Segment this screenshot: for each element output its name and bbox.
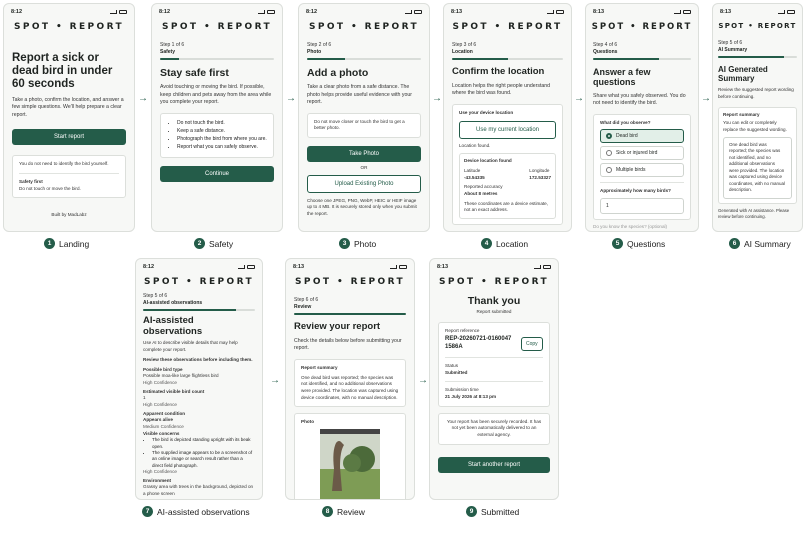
- caption: [322, 506, 365, 517]
- signal-icon: [390, 265, 397, 269]
- confidence-badge: High Confidence: [143, 402, 177, 408]
- caption-label: Questions: [627, 238, 666, 249]
- page-title: Thank you: [467, 295, 521, 307]
- progress-bar: [452, 58, 563, 60]
- step-number: 6: [729, 238, 740, 249]
- signal-icon: [405, 10, 412, 14]
- status-time: 8:12: [11, 9, 23, 15]
- step-name: Photo: [307, 49, 322, 55]
- obs-value: Possible moa-like large flightless bird: [143, 373, 219, 379]
- progress-bar: [593, 58, 691, 60]
- question-observe: What did you observe?: [600, 119, 651, 125]
- screen-submitted: [429, 258, 559, 500]
- caption-label: AI Summary: [744, 238, 791, 249]
- safety-list-card: [160, 113, 274, 158]
- obs-title: Estimated visible bird count: [143, 388, 205, 394]
- caption: [339, 238, 376, 249]
- battery-icon: [683, 10, 691, 14]
- app-logo: SPOT • REPORT: [438, 277, 550, 287]
- option-multiple-birds[interactable]: [600, 163, 684, 177]
- continue-button[interactable]: Continue: [160, 166, 274, 182]
- status-time: 8:13: [593, 9, 605, 15]
- list-item: • The supplied image appears to be a screenshot of an online image or search result rather than a direct field photograph.: [152, 450, 255, 469]
- signal-icon: [547, 10, 554, 14]
- screen-photo: [298, 3, 430, 232]
- copy-button[interactable]: Copy: [521, 337, 543, 351]
- step-counter: Step 1 of 6: [160, 42, 185, 48]
- page-title: Answer a few questions: [593, 67, 651, 88]
- intro-text: Review the suggested report wording before continuing.: [718, 87, 794, 100]
- status-time: 8:12: [306, 9, 318, 15]
- status-label: Status: [445, 362, 459, 368]
- take-photo-button[interactable]: Take Photo: [307, 146, 421, 162]
- status-time: 8:13: [451, 9, 463, 15]
- signal-icon: [238, 265, 245, 269]
- caption-label: Location: [496, 238, 529, 249]
- progress-bar: [294, 313, 406, 315]
- radio-icon: [606, 150, 612, 156]
- accuracy-value: About 8 metres: [464, 190, 498, 196]
- radio-icon: [606, 167, 612, 173]
- receipt-card: [438, 322, 550, 407]
- bird-count-input[interactable]: 1: [600, 198, 684, 214]
- status-value: Submitted: [445, 369, 468, 375]
- option-label: Sick or injured bird: [616, 150, 658, 157]
- step-number: 4: [481, 238, 492, 249]
- screen-questions: [585, 3, 699, 232]
- list-item: • The bird is depicted standing upright with its beak open.: [152, 437, 255, 450]
- caption: [194, 238, 233, 249]
- screen-ai-summary: [712, 3, 803, 232]
- app-logo: SPOT • REPORT: [143, 277, 255, 287]
- location-card: [452, 104, 563, 225]
- step-number: 9: [466, 506, 477, 517]
- or-divider: OR: [360, 164, 368, 170]
- step-name: AI Summary: [718, 47, 748, 53]
- step-counter: Step 5 of 6: [143, 293, 168, 299]
- obs-title: Visible concerns: [143, 430, 180, 436]
- page-title: Confirm the location: [452, 66, 545, 77]
- caption-label: AI-assisted observations: [157, 506, 250, 517]
- screen-location: [443, 3, 572, 232]
- screen-ai-observations: [135, 258, 263, 500]
- step-name: Location: [452, 49, 473, 55]
- longitude-value: 172.53327: [529, 174, 551, 180]
- upload-photo-button[interactable]: Upload Existing Photo: [307, 175, 421, 193]
- review-note: Review these observations before including them.: [143, 357, 253, 363]
- step-name: Safety: [160, 49, 176, 55]
- confidence-badge: Medium Confidence: [143, 424, 184, 430]
- card-title: Report summary: [301, 364, 338, 370]
- app-logo: SPOT • REPORT: [718, 22, 797, 30]
- reference-value: REP-20260721-0160047 1586A: [445, 336, 512, 351]
- caption: [729, 238, 791, 249]
- battery-icon: [247, 265, 255, 269]
- option-label: Dead bird: [616, 133, 638, 140]
- footer-credit[interactable]: Built by MadLabz: [51, 212, 87, 218]
- signal-icon: [534, 265, 541, 269]
- app-logo: SPOT • REPORT: [161, 22, 273, 32]
- screen-safety: [151, 3, 283, 232]
- step-counter: Step 2 of 6: [307, 42, 332, 48]
- confidence-badge: High Confidence: [143, 380, 177, 386]
- caption-label: Photo: [354, 238, 377, 249]
- battery-icon: [267, 10, 275, 14]
- step-number: 7: [142, 506, 153, 517]
- delivery-note: Your report has been securely recorded. It has not yet been automatically delivered to an external agency.: [438, 413, 550, 445]
- step-number: 1: [44, 238, 55, 249]
- caption: [466, 506, 519, 517]
- safety-title: Safety first: [19, 178, 43, 184]
- radio-icon: [606, 133, 612, 139]
- caption-label: Review: [337, 506, 365, 517]
- step-number: 8: [322, 506, 333, 517]
- list-item: • Photograph the bird from where you are.: [177, 135, 267, 143]
- info-card: [12, 155, 126, 198]
- battery-icon: [787, 10, 795, 14]
- confidence-badge: High Confidence: [143, 468, 177, 474]
- obs-title: Possible bird type: [143, 366, 183, 372]
- obs-value: Appears alive: [143, 417, 173, 423]
- battery-icon: [556, 10, 564, 14]
- option-sick-bird[interactable]: [600, 146, 684, 160]
- summary-textarea[interactable]: One dead bird was reported; the species was not identified, and no additional observations were provided. The location was captured using device coordinates, with no manual description.: [723, 137, 792, 199]
- step-counter: Step 4 of 6: [593, 42, 618, 48]
- card-title: Photo: [301, 419, 315, 425]
- arrow-right-icon: →: [418, 375, 428, 386]
- intro-text: Check the details below before submitting your report.: [294, 337, 402, 352]
- species-question[interactable]: Do you know the species? (optional): [593, 224, 668, 230]
- step-number: 5: [612, 238, 623, 249]
- battery-icon: [119, 10, 127, 14]
- battery-icon: [414, 10, 422, 14]
- estimate-note: These coordinates are a device estimate, not an exact address.: [464, 200, 549, 213]
- photo-card: [294, 413, 406, 500]
- page-title: AI-assisted observations: [143, 315, 203, 337]
- progress-bar: [718, 56, 797, 58]
- option-dead-bird[interactable]: [600, 129, 684, 143]
- safety-note: Do not touch or move the bird.: [19, 185, 81, 191]
- status-time: 8:13: [720, 9, 732, 15]
- bird-photo: [320, 429, 380, 499]
- use-location-button[interactable]: Use my current location: [459, 121, 556, 139]
- list-item: • Report what you can safely observe.: [177, 143, 267, 151]
- page-subtitle: Report submitted: [476, 309, 512, 315]
- intro-text: Avoid touching or moving the bird. If possible, keep children and pets away from the area while you complete your report.: [160, 84, 272, 106]
- card-title: Report summary: [723, 111, 760, 117]
- step-name: AI-assisted observations: [143, 300, 203, 306]
- start-report-button[interactable]: Start report: [12, 129, 126, 145]
- intro-text: Take a photo, confirm the location, and answer a few simple questions. We'll help prepare a clear report.: [12, 96, 124, 118]
- list-item: • Keep a safe distance.: [177, 127, 267, 135]
- app-logo: SPOT • REPORT: [452, 22, 563, 32]
- start-another-button[interactable]: Start another report: [438, 457, 550, 473]
- details-title: Device location found: [464, 158, 512, 164]
- step-name: Questions: [593, 49, 618, 55]
- screen-review: [285, 258, 415, 500]
- arrow-right-icon: →: [270, 375, 280, 386]
- step-counter: Step 5 of 6: [718, 40, 743, 46]
- ai-disclaimer: Generated with AI assistance. Please review before continuing.: [718, 207, 790, 219]
- question-count: Approximately how many birds?: [600, 188, 671, 194]
- format-note: Choose one JPEG, PNG, WebP, HEIC or HEIF image up to 4 MB. It is securely stored only when you submit the report.: [307, 197, 417, 216]
- time-value: 21 July 2026 at 8:13 pm: [445, 393, 497, 399]
- signal-icon: [674, 10, 681, 14]
- status-time: 8:12: [159, 9, 171, 15]
- caption-label: Submitted: [481, 506, 520, 517]
- summary-card: [718, 107, 797, 204]
- edit-note: You can edit or completely replace the suggested wording.: [723, 120, 787, 132]
- page-title: Add a photo: [307, 67, 369, 79]
- obs-title: Apparent condition: [143, 410, 186, 416]
- caption-label: Safety: [209, 238, 234, 249]
- step-number: 2: [194, 238, 205, 249]
- step-name: Review: [294, 304, 312, 310]
- app-logo: SPOT • REPORT: [591, 22, 693, 32]
- info-note: You do not need to identify the bird yourself.: [19, 161, 109, 167]
- progress-bar: [160, 58, 274, 60]
- reference-label: Report reference: [445, 327, 480, 333]
- questions-card: [593, 114, 691, 220]
- intro-text: Location helps the right people understand where the bird was found.: [452, 82, 551, 97]
- list-item: • Do not touch the bird.: [177, 119, 267, 127]
- arrow-right-icon: →: [138, 93, 148, 104]
- intro-text: Take a clear photo from a safe distance. The photo helps provide useful evidence with your report.: [307, 84, 412, 106]
- time-label: Submission time: [445, 387, 479, 393]
- obs-title: Environment: [143, 477, 172, 483]
- signal-icon: [778, 10, 785, 14]
- card-title: Use your device location: [459, 109, 514, 115]
- progress-bar: [307, 58, 421, 60]
- arrow-right-icon: →: [286, 93, 296, 104]
- step-counter: Step 3 of 6: [452, 42, 477, 48]
- signal-icon: [110, 10, 117, 14]
- longitude-label: Longitude: [529, 167, 550, 173]
- status-time: 8:13: [293, 264, 305, 270]
- arrow-right-icon: →: [574, 93, 584, 104]
- app-logo: SPOT • REPORT: [308, 22, 420, 32]
- caption: [44, 238, 89, 249]
- obs-value: 1: [143, 395, 146, 401]
- summary-card: [294, 359, 406, 407]
- progress-bar: [143, 309, 255, 311]
- accuracy-label: Reported accuracy: [464, 184, 503, 190]
- latitude-value: -43.54335: [464, 174, 485, 180]
- app-logo: SPOT • REPORT: [13, 22, 125, 32]
- screen-landing: [3, 3, 135, 232]
- page-title: Report a sick or dead bird in under 60 seconds: [12, 52, 113, 91]
- arrow-right-icon: →: [701, 93, 711, 104]
- battery-icon: [399, 265, 407, 269]
- status-time: 8:13: [437, 264, 449, 270]
- location-found: Location found.: [459, 142, 491, 148]
- app-logo: SPOT • REPORT: [294, 277, 406, 287]
- caption: [142, 506, 250, 517]
- option-label: Multiple birds: [616, 167, 646, 174]
- caption-label: Landing: [59, 238, 90, 249]
- status-time: 8:12: [143, 264, 155, 270]
- intro-text: Use AI to describe visible details that may help complete your report.: [143, 339, 238, 352]
- intro-text: Share what you safely observed. You do not need to identify the bird.: [593, 92, 686, 107]
- caption: [612, 238, 665, 249]
- latitude-label: Latitude: [464, 167, 481, 173]
- page-title: Review your report: [294, 321, 381, 332]
- location-details: [459, 153, 556, 219]
- arrow-right-icon: →: [432, 93, 442, 104]
- step-number: 3: [339, 238, 350, 249]
- signal-icon: [258, 10, 265, 14]
- step-counter: Step 6 of 6: [294, 297, 319, 303]
- battery-icon: [543, 265, 551, 269]
- page-title: AI Generated Summary: [718, 65, 768, 84]
- page-title: Stay safe first: [160, 67, 229, 79]
- photo-warning: Do not move closer or touch the bird to get a better photo.: [307, 113, 421, 138]
- obs-value: Grassy area with trees in the background, depicted on a phone screen: [143, 484, 254, 496]
- summary-text: One dead bird was reported; the species was not identified, and no additional observations were provided. The location was captured using device coordinates, with no manual description.: [301, 374, 399, 400]
- caption: [481, 238, 528, 249]
